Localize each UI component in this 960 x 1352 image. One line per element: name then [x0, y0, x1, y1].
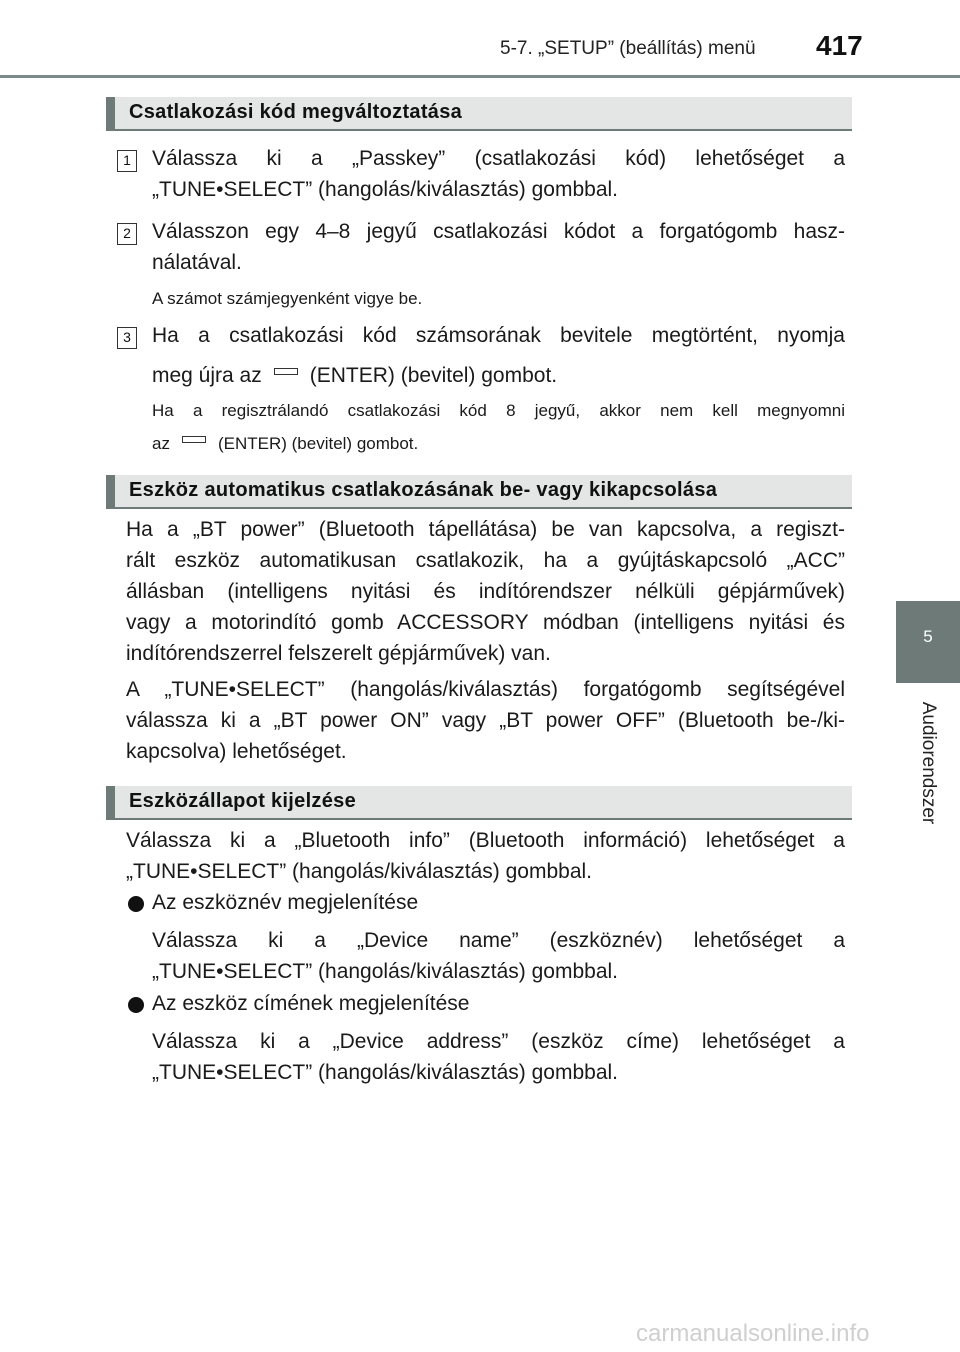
section-heading-device-status	[106, 786, 852, 820]
enter-button-icon	[274, 368, 298, 375]
step-3-text-line2	[152, 364, 557, 388]
bullet-title-device-name: Az eszköznév megjelenítése	[152, 891, 419, 914]
paragraph-line: kapcsolva) lehetőséget.	[126, 740, 347, 763]
section-heading-text: Csatlakozási kód megváltoztatása	[129, 101, 463, 123]
step-2-note: A számot számjegyenként vigye be.	[152, 289, 423, 308]
step-number-2: 2	[117, 223, 137, 245]
step-2-text-line2: nálatával.	[152, 251, 242, 274]
paragraph-line: Ha a „BT power” (Bluetooth tápellátása) be van kapcsolva, a regiszt-	[126, 518, 845, 541]
enter-button-icon	[182, 436, 206, 443]
bullet-title-device-address: Az eszköz címének megjelenítése	[152, 992, 470, 1015]
step-number-1: 1	[117, 150, 137, 172]
step-3-text-line1: Ha a csatlakozási kód számsorának bevitele megtörtént, nyomja	[152, 324, 845, 347]
bullet-text-line: Válassza ki a „Device address” (eszköz címe) lehetőséget a	[152, 1030, 845, 1053]
bullet-dot	[128, 997, 144, 1013]
step-1-text-line2: „TUNE•SELECT” (hangolás/kiválasztás) gombbal.	[152, 178, 619, 201]
section-heading-text: Eszköz automatikus csatlakozásának be- vagy kikapcsolása	[129, 479, 718, 501]
paragraph-line: válassza ki a „BT power ON” vagy „BT power OFF” (Bluetooth be-/ki-	[126, 709, 845, 732]
paragraph-line: állásban (intelligens nyitási és indítórendszer nélküli gépjárművek)	[126, 580, 845, 603]
step-number-3: 3	[117, 327, 137, 349]
bullet-text-line: „TUNE•SELECT” (hangolás/kiválasztás) gombbal.	[152, 1061, 619, 1084]
step-3-note-line2	[152, 434, 418, 454]
watermark: carmanualsonline.info	[636, 1320, 870, 1347]
step-3-text-pre: meg újra az	[152, 364, 262, 387]
step-3-note-post: (ENTER) (bevitel) gombot.	[217, 434, 419, 453]
step-2-text-line1: Válasszon egy 4–8 jegyű csatlakozási kódot a forgatógomb hasz-	[152, 220, 845, 243]
device-status-intro-line2: „TUNE•SELECT” (hangolás/kiválasztás) gombbal.	[126, 860, 593, 883]
bullet-dot	[128, 896, 144, 912]
step-3-note-pre: az	[152, 434, 170, 453]
step-3-text-post: (ENTER) (bevitel) gombot.	[309, 364, 558, 387]
page-number: 417	[816, 30, 863, 61]
paragraph-line: rált eszköz automatikusan csatlakozik, ha a gyújtáskapcsoló „ACC”	[126, 549, 845, 572]
section-heading-passkey	[106, 97, 852, 131]
running-header-title: 5-7. „SETUP” (beállítás) menü	[500, 38, 756, 59]
chapter-number: 5	[923, 627, 933, 646]
header-rule	[0, 75, 960, 78]
section-heading-auto-connect	[106, 475, 852, 509]
paragraph-line: vagy a motorindító gomb ACCESSORY módban (intelligens nyitási és	[126, 611, 845, 634]
paragraph-line: A „TUNE•SELECT” (hangolás/kiválasztás) forgatógomb segítségével	[126, 678, 845, 701]
bullet-text-line: Válassza ki a „Device name” (eszköznév) lehetőséget a	[152, 929, 845, 952]
bullet-text-line: „TUNE•SELECT” (hangolás/kiválasztás) gombbal.	[152, 960, 619, 983]
section-heading-text: Eszközállapot kijelzése	[129, 790, 356, 812]
step-3-note-line1: Ha a regisztrálandó csatlakozási kód 8 jegyű, akkor nem kell megnyomni	[152, 401, 845, 420]
step-1-text-line1: Válassza ki a „Passkey” (csatlakozási kód) lehetőséget a	[152, 147, 845, 170]
paragraph-line: indítórendszerrel felszerelt gépjárművek) van.	[126, 642, 551, 665]
chapter-label: Audiorendszer	[918, 701, 939, 825]
chapter-tab	[896, 601, 960, 683]
device-status-intro-line1: Válassza ki a „Bluetooth info” (Bluetooth információ) lehetőséget a	[126, 829, 845, 852]
